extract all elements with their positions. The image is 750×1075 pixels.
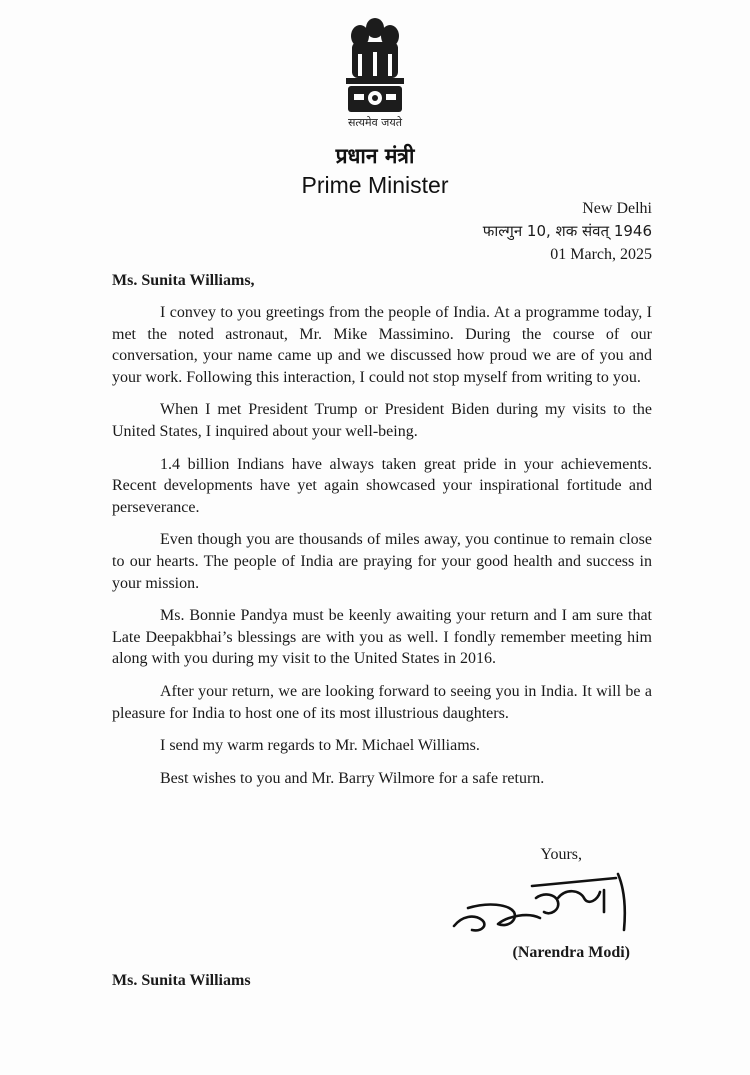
paragraph: 1.4 billion Indians have always taken great pride in your achievements. Recent developments have yet again showcased your inspirational fortitude and perseverance. bbox=[112, 455, 652, 516]
letter-body bbox=[112, 302, 652, 800]
saka-date: फाल्गुन 10, शक संवत् 1946 bbox=[482, 222, 652, 240]
paragraph: When I met President Trump or President Biden during my visits to the United States, I inquired about your well-being. bbox=[112, 401, 652, 440]
office-title-english: Prime Minister bbox=[301, 172, 449, 198]
signatory-name: (Narendra Modi) bbox=[512, 944, 630, 961]
paragraph: After your return, we are looking forward to seeing you in India. It will be a pleasure for India to host one of its most illustrious daughters. bbox=[112, 682, 652, 722]
salutation: Ms. Sunita Williams, bbox=[112, 272, 255, 289]
place-city: New Delhi bbox=[582, 200, 652, 217]
paragraph: Even though you are thousands of miles away, you continue to remain close to our hearts. The people of India are praying for your good health and success in your mission. bbox=[112, 531, 652, 592]
paragraph: I send my warm regards to Mr. Michael Williams. bbox=[160, 737, 480, 755]
handwritten-signature bbox=[448, 868, 638, 940]
closing: Yours, bbox=[540, 846, 582, 863]
letter-date: 01 March, 2025 bbox=[550, 246, 652, 263]
paragraph: I convey to you greetings from the people of India. At a programme today, I met the noted astronaut, Mr. Mike Massimino. During the course of our conversation, your name came up and we discussed how proud we are of you and your work. Following this interaction, I could not stop myself from writing to you. bbox=[112, 304, 652, 386]
emblem-motto: सत्यमेव जयते bbox=[347, 116, 402, 129]
national-emblem-icon bbox=[340, 14, 410, 119]
addressee: Ms. Sunita Williams bbox=[112, 972, 251, 989]
office-title-hindi: प्रधान मंत्री bbox=[335, 144, 415, 168]
paragraph: Best wishes to you and Mr. Barry Wilmore for a safe return. bbox=[160, 769, 545, 787]
paragraph: Ms. Bonnie Pandya must be keenly awaiting your return and I am sure that Late Deepakbhai’s blessings are with you as well. I fondly remember meeting him along with you during my visit to the United States in 2016. bbox=[112, 607, 652, 668]
